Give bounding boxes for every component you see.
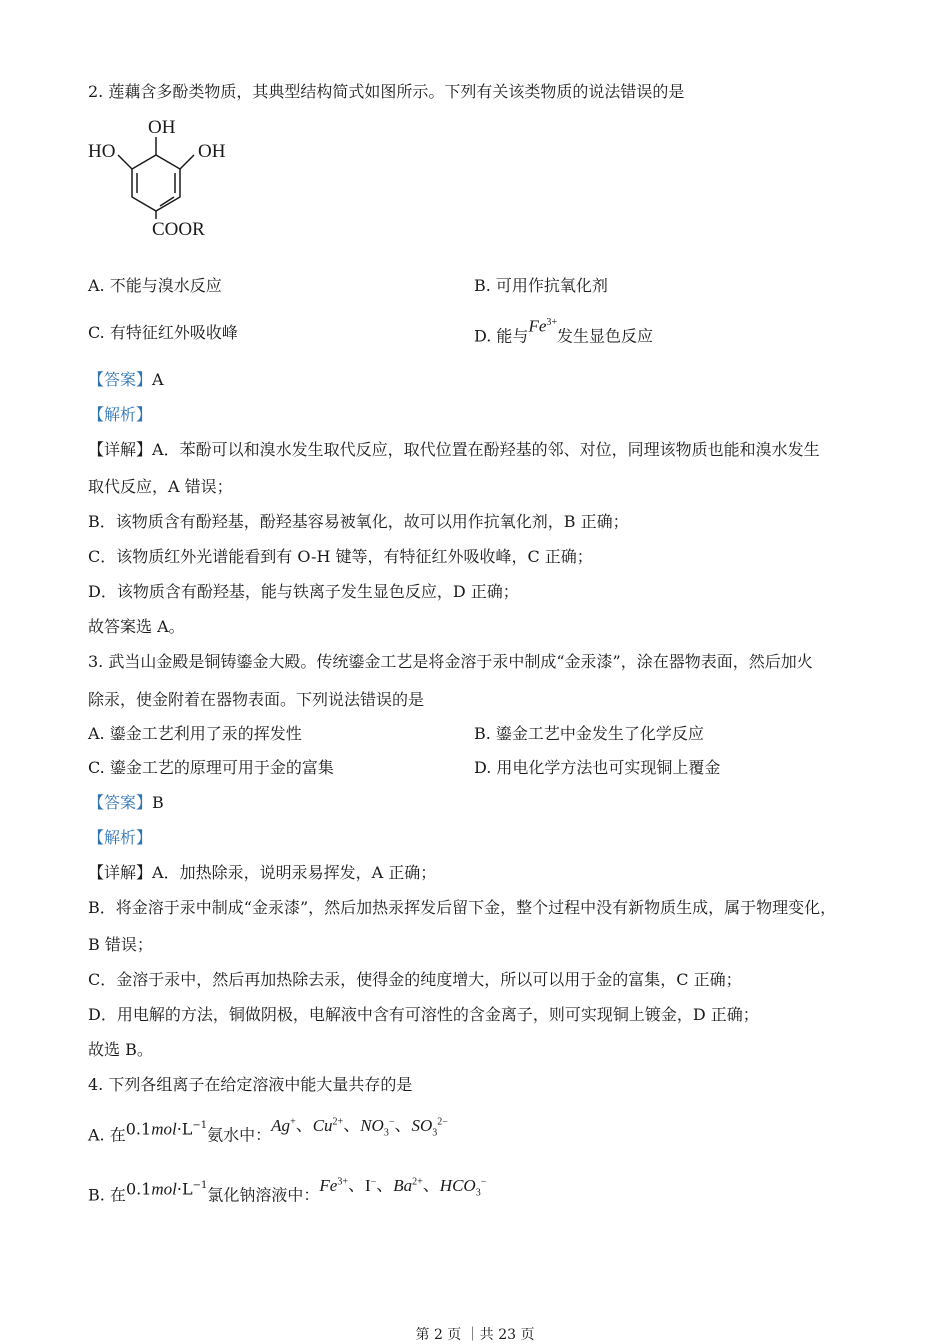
q3-stem-line2: 除汞，使金附着在器物表面。下列说法错误的是 <box>88 690 425 709</box>
ion-base: HCO <box>439 1175 476 1195</box>
answer-label: 【答案】 <box>88 793 153 812</box>
ion-separator: 、 <box>295 1115 313 1135</box>
ion-sup: 2+ <box>412 1176 423 1187</box>
q3-option-a: A. 鎏金工艺利用了汞的挥发性 <box>88 724 302 743</box>
answer-value: A <box>152 370 164 389</box>
conc-unit: mol <box>151 1179 177 1199</box>
page-footer: 第 2 页 ｜共 23 页 <box>415 1327 535 1343</box>
ion-sup: − <box>388 1116 395 1127</box>
q2-detail-d: D．该物质含有酚羟基，能与铁离子发生显色反应，D 正确； <box>88 582 519 601</box>
q3-option-d: D. 用电化学方法也可实现铜上覆金 <box>474 758 721 777</box>
ion-formula <box>360 1115 395 1139</box>
q2-detail-b: B．该物质含有酚羟基，酚羟基容易被氧化，故可以用作抗氧化剂，B 正确； <box>88 512 629 531</box>
unit-dot: · <box>176 1179 182 1199</box>
conc-unit: mol <box>151 1119 177 1139</box>
detail-label: 【详解】 <box>88 863 153 882</box>
ion-base: SO <box>411 1115 433 1135</box>
q3-answer <box>88 793 164 813</box>
conc-value: 0.1 <box>125 1119 152 1139</box>
benzene-ring-structure <box>88 113 248 243</box>
left-ho-label: HO <box>88 141 116 162</box>
detail-label: 【详解】 <box>88 440 153 459</box>
q3-conclusion: 故选 B。 <box>88 1040 153 1059</box>
q2-analysis-label <box>88 405 152 425</box>
q2-stem: 2. 莲藕含多酚类物质，其典型结构简式如图所示。下列有关该类物质的说法错误的是 <box>88 82 685 101</box>
q3-detail-d: D．用电解的方法，铜做阴极，电解液中含有可溶性的含金离子，则可实现铜上镀金，D 正确； <box>88 1005 759 1024</box>
option-prefix: B. 在 <box>88 1185 126 1205</box>
right-oh-label: OH <box>198 141 226 162</box>
q2-detail-a1 <box>88 440 820 460</box>
unit-l: L <box>181 1179 193 1199</box>
ion-sup: + <box>290 1116 296 1127</box>
ion-formula <box>271 1116 296 1135</box>
answer-value: B <box>152 793 164 812</box>
unit-exponent: −1 <box>192 1120 208 1132</box>
q2-option-b: B. 可用作抗氧化剂 <box>474 276 608 295</box>
q3-detail-c: C．金溶于汞中，然后再加热除去汞，使得金的纯度增大，所以可以用于金的富集，C 正确； <box>88 970 742 989</box>
ion-list <box>271 1112 448 1143</box>
q3-detail-b1: B．将金溶于汞中制成“金汞漆”，然后加热汞挥发后留下金，整个过程中没有新物质生成，属于物理变化， <box>88 898 837 917</box>
ion-separator: 、 <box>347 1175 365 1195</box>
q4-option-b <box>88 1175 487 1213</box>
ion-formula <box>411 1115 448 1139</box>
ion-separator: 、 <box>343 1115 361 1135</box>
answer-label: 【答案】 <box>88 370 153 389</box>
q3-option-b: B. 鎏金工艺中金发生了化学反应 <box>474 724 704 743</box>
detail-a-text: A．加热除汞，说明汞易挥发，A 正确； <box>152 863 437 882</box>
analysis-label-text: 【解析】 <box>88 405 153 424</box>
ion-separator: 、 <box>422 1175 440 1195</box>
q3-detail-a <box>88 863 436 883</box>
concentration-formula <box>126 1116 207 1139</box>
ion-base: Fe <box>319 1175 338 1195</box>
ion-sub: 3 <box>432 1127 438 1139</box>
q2-option-d <box>474 316 654 347</box>
solvent-label: 氯化钠溶液中： <box>207 1185 320 1205</box>
ion-formula <box>439 1175 487 1199</box>
ion-formula <box>365 1176 376 1195</box>
ion-sub: 3 <box>383 1127 389 1139</box>
ion-formula <box>313 1116 343 1135</box>
fe3-ion-formula <box>528 313 557 337</box>
detail-a1-text: A．苯酚可以和溴水发生取代反应，取代位置在酚羟基的邻、对位，同理该物质也能和溴水发生 <box>152 440 820 459</box>
q2-option-c: C. 有特征红外吸收峰 <box>88 323 238 342</box>
q4-option-a <box>88 1115 448 1153</box>
conc-value: 0.1 <box>125 1179 152 1199</box>
ion-separator: 、 <box>376 1175 394 1195</box>
unit-dot: · <box>176 1119 182 1139</box>
q2-option-d-suffix: 发生显色反应 <box>557 326 654 346</box>
q3-analysis-label <box>88 828 152 848</box>
q2-detail-c: C．该物质红外光谱能看到有 O-H 键等，有特征红外吸收峰，C 正确； <box>88 547 593 566</box>
q2-option-a: A. 不能与溴水反应 <box>88 276 222 295</box>
ion-formula <box>319 1176 348 1195</box>
fe-charge: 3+ <box>546 317 558 328</box>
ion-sup: 2+ <box>332 1116 344 1127</box>
analysis-label-text: 【解析】 <box>88 828 153 847</box>
solvent-label: 氨水中： <box>207 1125 272 1145</box>
q2-conclusion: 故答案选 A。 <box>88 617 185 636</box>
unit-exponent: −1 <box>192 1180 208 1192</box>
q2-answer <box>88 370 164 390</box>
ion-sup: − <box>480 1176 487 1187</box>
ion-sup: − <box>370 1176 377 1187</box>
ion-separator: 、 <box>394 1115 412 1135</box>
concentration-formula <box>126 1176 207 1199</box>
ion-base: Ag <box>271 1115 291 1135</box>
q3-option-c: C. 鎏金工艺的原理可用于金的富集 <box>88 758 334 777</box>
q3-detail-b2: B 错误； <box>88 935 153 954</box>
q2-detail-a2: 取代反应，A 错误； <box>88 477 233 496</box>
ion-sub: 3 <box>475 1187 481 1199</box>
q4-stem: 4. 下列各组离子在给定溶液中能大量共存的是 <box>88 1075 413 1094</box>
unit-l: L <box>181 1119 193 1139</box>
ion-base: Cu <box>312 1115 333 1135</box>
ion-base: NO <box>360 1115 384 1135</box>
ion-base: I <box>364 1175 371 1195</box>
fe-symbol: Fe <box>528 316 547 336</box>
top-oh-label: OH <box>148 117 176 138</box>
option-prefix: A. 在 <box>88 1125 126 1145</box>
ion-sup: 3+ <box>337 1176 348 1187</box>
q2-option-d-prefix: D. 能与 <box>474 326 529 346</box>
ion-formula <box>393 1176 423 1195</box>
ion-base: Ba <box>393 1175 413 1195</box>
ion-sup: 2− <box>437 1116 448 1127</box>
q3-stem-line1: 3. 武当山金殿是铜铸鎏金大殿。传统鎏金工艺是将金溶于汞中制成“金汞漆”，涂在器物表面，然后加火 <box>88 652 813 671</box>
coor-label: COOR <box>152 219 205 240</box>
ion-list <box>319 1172 486 1203</box>
q2-structure-diagram <box>88 113 248 247</box>
